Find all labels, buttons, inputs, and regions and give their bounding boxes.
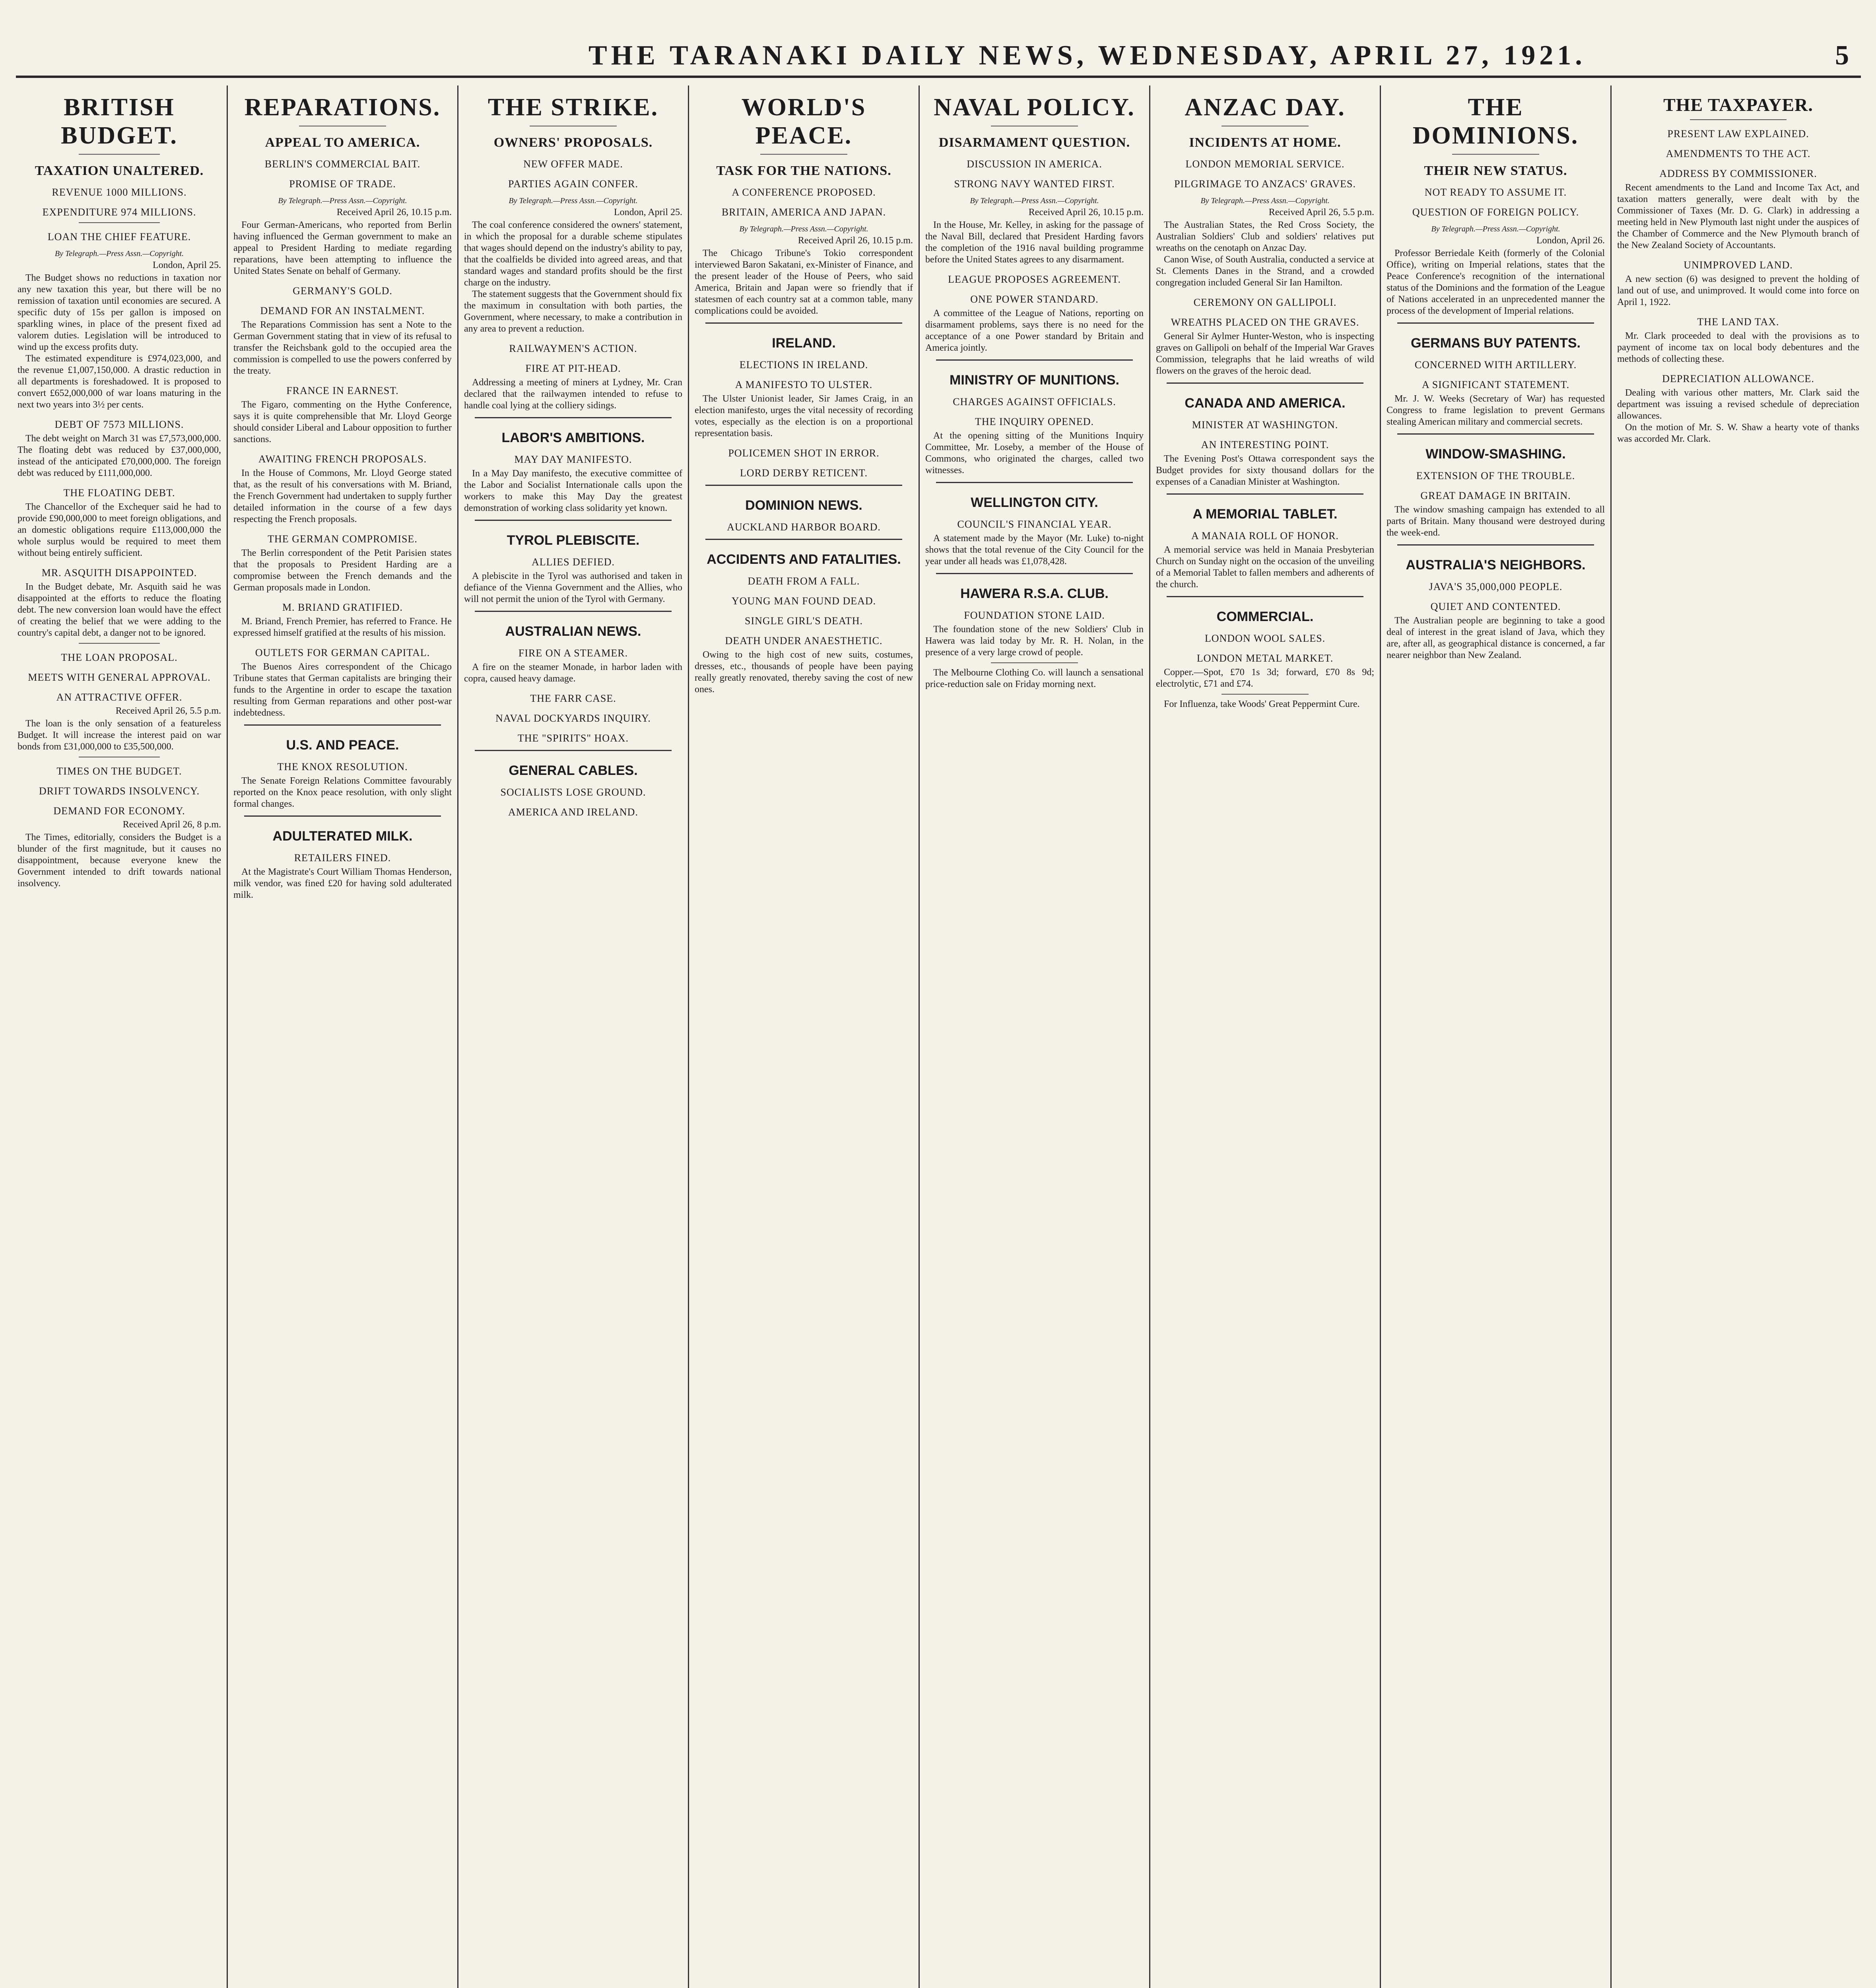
divider: [1397, 322, 1594, 324]
subheading: PRESENT LAW EXPLAINED.: [1667, 128, 1809, 140]
subheading: FRANCE IN EARNEST.: [286, 385, 399, 396]
divider: [1690, 119, 1787, 120]
subheading: OUTLETS FOR GERMAN CAPITAL.: [255, 647, 430, 658]
article-text: The Buenos Aires correspondent of the Chicago Tribune states that German capitalists are bringing their funds to the Argentine in order to escape the taxation resulting from German reparations and other post-war indebtedness.: [233, 662, 452, 718]
subheading: RETAILERS FINED.: [294, 852, 391, 864]
divider: [79, 222, 160, 223]
divider: [936, 359, 1132, 361]
article-headline: REPARATIONS.: [244, 94, 441, 121]
article-text: Four German-Americans, who reported from Berlin having influenced the German government to make an appeal to President Harding to mediate regarding reparations, have been attempting to influence the United States Senate on behalf of Germany.: [233, 220, 452, 276]
column-taxpayer: [1610, 85, 1865, 1988]
subheading: AMENDMENTS TO THE ACT.: [1666, 148, 1811, 159]
masthead: [16, 32, 1861, 78]
subheading: CONCERNED WITH ARTILLERY.: [1414, 359, 1577, 371]
subheading: THE KNOX RESOLUTION.: [277, 761, 408, 773]
subheading: FIRE AT PIT-HEAD.: [525, 363, 621, 374]
article-text: The Australian States, the Red Cross Society, the Australian Soldiers' Club and soldiers' relatives put wreaths on the cenotaph on Anzac Day.: [1156, 220, 1374, 253]
divider: [79, 643, 160, 644]
subheading: AWAITING FRENCH PROPOSALS.: [258, 453, 427, 465]
article-text: Addressing a meeting of miners at Lydney, Mr. Cran declared that the railwaymen intended to refuse to handle coal lying at the colliery sidings.: [464, 377, 682, 411]
article-text: The statement suggests that the Government should fix the maximum in consultation with both parties, the Government, where necessary, to make a contribution in any area to prevent a reduction.: [464, 289, 682, 334]
divider: [244, 724, 441, 726]
subheading: THE INQUIRY OPENED.: [975, 416, 1094, 427]
dateline: London, April 25.: [614, 207, 682, 217]
subheading: DISARMAMENT QUESTION.: [938, 135, 1130, 150]
article-text: General Sir Aylmer Hunter-Weston, who is inspecting graves on Gallipoli on behalf of the Imperial War Graves Commission, telegraphs that he laid wreaths of wild flowers on the graves of the heroic dead.: [1156, 331, 1374, 376]
subheading: ELECTIONS IN IRELAND.: [739, 359, 868, 371]
article-headline: NAVAL POLICY.: [934, 94, 1135, 121]
press-credit: By Telegraph.—Press Assn.—Copyright.: [54, 249, 184, 258]
subheading: NEW OFFER MADE.: [523, 158, 623, 170]
subheading: QUIET AND CONTENTED.: [1430, 601, 1561, 612]
subheading: A MANAIA ROLL OF HONOR.: [1191, 530, 1339, 542]
section-headline: WINDOW-SMASHING.: [1425, 447, 1566, 462]
subheading: JAVA'S 35,000,000 PEOPLE.: [1429, 581, 1563, 592]
subheading: BERLIN'S COMMERCIAL BAIT.: [264, 158, 421, 170]
subheading: MAY DAY MANIFESTO.: [514, 454, 632, 465]
article-text: The Evening Post's Ottawa correspondent says the Budget provides for sixty thousand dollars for the expenses of a Canadian Minister at Washington.: [1156, 454, 1374, 487]
article-text: The foundation stone of the new Soldiers' Club in Hawera was laid today by Mr. R. H. Nolan, in the presence of a very large crowd of people.: [925, 624, 1144, 658]
article-text: A new section (6) was designed to prevent the holding of land out of use, and unimproved. It would come into force on April 1, 1922.: [1617, 274, 1859, 307]
article-text: The coal conference considered the owners' statement, in which the proposal for a durable scheme stipulates that wages should depend on the industry's ability to pay, that the coalfields be divided into agreed areas, and that standard wages and standard profits should be the first charge on the industry.: [464, 220, 682, 288]
section-headline: TYROL PLEBISCITE.: [507, 533, 640, 548]
article-text: The Ulster Unionist leader, Sir James Craig, in an election manifesto, urges the vital necessity of recording votes, especially as the election is on a proportional representation basis.: [695, 394, 913, 439]
dateline: London, April 25.: [153, 260, 221, 270]
article-text: The Times, editorially, considers the Budget is a blunder of the first magnitude, but it causes no disappointment, because everyone knew the Government intended to drift towards national insolvency.: [17, 832, 221, 889]
section-headline: A MEMORIAL TABLET.: [1192, 507, 1338, 522]
section-headline: HAWERA R.S.A. CLUB.: [960, 586, 1109, 601]
article-text: The Chicago Tribune's Tokio correspondent interviewed Baron Sakatani, ex-Minister of Finance, and the present leader of the House of Peers, who said America, Britain and Japan were so friendly that if statesmen of each country sat at a common table, many complications could be avoided.: [695, 248, 913, 316]
divider: [1167, 382, 1363, 384]
article-text: The Budget shows no reductions in taxation nor any new taxation this year, but there will be no remission of taxation until economies are secured. A specific duty of 15s per gallon is imposed on sparkling wines, in place of the present fixed ad valorem duties. Legislation will be introduced to wind up the excess profits duty.: [17, 273, 221, 352]
section-headline: WELLINGTON CITY.: [971, 495, 1098, 510]
article-text: Dealing with various other matters, Mr. Clark said the department was issuing a revised schedule of depreciation allowances.: [1617, 388, 1859, 421]
article-text: A fire on the steamer Monade, in harbor laden with copra, caused heavy damage.: [464, 662, 682, 684]
subheading: LONDON WOOL SALES.: [1204, 633, 1326, 644]
article-text: The estimated expenditure is £974,023,000, and the revenue £1,007,150,000. A drastic reduction in all departments is foreshadowed. It is proposed to convert £652,000,000 of war loans maturing in the next two years into 3½ per cents.: [17, 353, 221, 410]
page-number: 5: [1835, 40, 1853, 71]
subheading: LORD DERBY RETICENT.: [740, 467, 868, 479]
subheading: CEREMONY ON GALLIPOLI.: [1193, 297, 1337, 308]
dateline: Received April 26, 8 p.m.: [122, 819, 221, 830]
article-text: A committee of the League of Nations, reporting on disarmament problems, says there is no need for the acceptance of a one Power standard by Britain and America jointly.: [925, 308, 1144, 353]
subheading: MINISTER AT WASHINGTON.: [1192, 419, 1338, 431]
divider: [1167, 596, 1363, 597]
divider: [705, 485, 902, 486]
article-text: In a May Day manifesto, the executive committee of the Labor and Socialist Internationale calls upon the workers to make this May Day the greatest demonstration of working class solidarity yet known.: [464, 468, 682, 513]
subheading: AN INTERESTING POINT.: [1201, 439, 1329, 450]
article-text: Recent amendments to the Land and Income Tax Act, and taxation matters generally, were dealt with by the Commissioner of Taxes (Mr. D. G. Clark) in addressing a meeting held in New Plymouth last night under the auspices of the Chamber of Commerce and the New Plymouth branch of the New Zealand Society of Accountants.: [1617, 182, 1859, 250]
article-headline: THE DOMINIONS.: [1412, 94, 1579, 149]
article-headline: ANZAC DAY.: [1185, 94, 1346, 121]
article-text: The Reparations Commission has sent a Note to the German Government stating that in view of its refusal to transfer the Reichsbank gold to the occupied area the commission is compelled to use the powers conferred by the treaty.: [233, 320, 452, 376]
subheading: SINGLE GIRL'S DEATH.: [745, 615, 863, 627]
subheading: GREAT DAMAGE IN BRITAIN.: [1420, 490, 1571, 501]
article-text: The window smashing campaign has extended to all parts of Britain. Many thousand were destroyed during the week-end.: [1387, 505, 1605, 538]
subheading: LONDON METAL MARKET.: [1196, 652, 1334, 664]
divider: [475, 611, 671, 612]
divider: [1167, 493, 1363, 495]
section-headline: MINISTRY OF MUNITIONS.: [950, 373, 1119, 388]
divider: [244, 815, 441, 817]
subheading: TIMES ON THE BUDGET.: [56, 765, 182, 777]
article-text: Mr. Clark proceeded to deal with the provisions as to payment of income tax on local body debentures and the methods of collecting these.: [1617, 331, 1859, 364]
subheading: DEMAND FOR AN INSTALMENT.: [260, 305, 425, 316]
subheading: EXPENDITURE 974 MILLIONS.: [42, 206, 196, 218]
subheading: PARTIES AGAIN CONFER.: [508, 178, 638, 190]
subheading: A CONFERENCE PROPOSED.: [732, 186, 876, 198]
dateline: Received April 26, 5.5 p.m.: [1268, 207, 1374, 217]
subheading: PROMISE OF TRADE.: [289, 178, 396, 190]
subheading: QUESTION OF FOREIGN POLICY.: [1412, 206, 1579, 218]
subheading: TASK FOR THE NATIONS.: [716, 163, 891, 178]
subheading: APPEAL TO AMERICA.: [265, 135, 420, 150]
subheading: STRONG NAVY WANTED FIRST.: [954, 178, 1115, 190]
subheading: EXTENSION OF THE TROUBLE.: [1416, 470, 1575, 481]
subheading: INCIDENTS AT HOME.: [1189, 135, 1341, 150]
dateline: Received April 26, 5.5 p.m.: [115, 706, 221, 716]
article-text: In the House, Mr. Kelley, in asking for the passage of the Naval Bill, declared that President Harding favors the completion of the 1916 naval building programme before the United States agrees to any disarmament.: [925, 220, 1144, 265]
article-text: Owing to the high cost of new suits, costumes, dresses, etc., thousands of people have been paying really greatly renovated, thereby saving the cost of new ones.: [695, 650, 913, 695]
article-text: Canon Wise, of South Australia, conducted a service at St. Clements Danes in the Strand, and a crowded congregation included General Sir Ian Hamilton.: [1156, 254, 1374, 288]
subheading: RAILWAYMEN'S ACTION.: [509, 343, 637, 354]
press-credit: By Telegraph.—Press Assn.—Copyright.: [970, 196, 1099, 205]
divider: [1397, 433, 1594, 435]
subheading: THE LOAN PROPOSAL.: [61, 652, 178, 663]
divider: [760, 154, 848, 155]
section-headline: COMMERCIAL.: [1216, 609, 1314, 624]
advertisement-text: The Melbourne Clothing Co. will launch a sensational price-reduction sale on Friday morning next.: [925, 668, 1144, 689]
article-text: Mr. J. W. Weeks (Secretary of War) has requested Congress to frame legislation to prevent Germans stealing American military and commercial secrets.: [1387, 394, 1605, 427]
subheading: WREATHS PLACED ON THE GRAVES.: [1171, 316, 1359, 328]
article-text: The Berlin correspondent of the Petit Parisien states that the proposals to President Harding are a compromise between the French demands and the German proposals made in London.: [233, 548, 452, 593]
divider: [475, 417, 671, 418]
subheading: PILGRIMAGE TO ANZACS' GRAVES.: [1174, 178, 1356, 190]
divider: [1452, 154, 1540, 155]
section-headline: GERMANS BUY PATENTS.: [1411, 336, 1581, 351]
subheading: THE "SPIRITS" HOAX.: [517, 732, 629, 744]
column-naval-policy: [919, 85, 1149, 1988]
column-worlds-peace: [688, 85, 919, 1988]
article-text: In the Budget debate, Mr. Asquith said he was disappointed at the efforts to reduce the floating debt. The new conversion loan would have the effect of creating the belief that we were adding to the country's capital debt, a danger not to be ignored.: [17, 582, 221, 638]
section-headline: DOMINION NEWS.: [745, 498, 862, 513]
subheading: COUNCIL'S FINANCIAL YEAR.: [957, 518, 1112, 530]
subheading: REVENUE 1000 MILLIONS.: [52, 186, 187, 198]
column-strike: [457, 85, 688, 1988]
article-text: In the House of Commons, Mr. Lloyd George stated that, as the result of his conversations with M. Briand, the French Government had undertaken to supply further detailed information in the course of a few days respecting the French proposals.: [233, 468, 452, 524]
subheading: BRITAIN, AMERICA AND JAPAN.: [721, 206, 886, 218]
divider: [1222, 694, 1309, 695]
column-reparations: [227, 85, 457, 1988]
subheading: AUCKLAND HARBOR BOARD.: [727, 521, 881, 533]
subheading: DEATH UNDER ANAESTHETIC.: [725, 635, 883, 646]
divider: [705, 322, 902, 324]
subheading: TAXATION UNALTERED.: [35, 163, 204, 178]
article-text: At the Magistrate's Court William Thomas Henderson, milk vendor, was fined £20 for having sold adulterated milk.: [233, 867, 452, 900]
article-text: The Chancellor of the Exchequer said he had to provide £90,000,000 to meet foreign obligations, and an domestic obligations require £113,000,000 the whole surplus would be required to meet them without being entirely sufficient.: [17, 502, 221, 558]
column-british-budget: [12, 85, 227, 1988]
subheading: DEMAND FOR ECONOMY.: [53, 805, 185, 817]
subheading: ONE POWER STANDARD.: [970, 293, 1099, 305]
subheading: DRIFT TOWARDS INSOLVENCY.: [39, 785, 200, 797]
article-text: A memorial service was held in Manaia Presbyterian Church on Sunday night on the occasion of the unveiling of a Memorial Tablet to fallen members and adherents of the church.: [1156, 545, 1374, 590]
press-credit: By Telegraph.—Press Assn.—Copyright.: [1431, 225, 1560, 233]
subheading: MEETS WITH GENERAL APPROVAL.: [28, 672, 211, 683]
subheading: THE GERMAN COMPROMISE.: [268, 533, 418, 545]
divider: [936, 573, 1132, 574]
subheading: DISCUSSION IN AMERICA.: [967, 158, 1102, 170]
subheading: SOCIALISTS LOSE GROUND.: [500, 786, 646, 798]
divider: [705, 539, 902, 540]
press-credit: By Telegraph.—Press Assn.—Copyright.: [739, 225, 868, 233]
divider: [991, 662, 1078, 663]
subheading: MR. ASQUITH DISAPPOINTED.: [41, 567, 197, 579]
subheading: THEIR NEW STATUS.: [1424, 163, 1567, 178]
article-text: The loan is the only sensation of a featureless Budget. It will increase the interest paid on war bonds from £31,000,000 to £35,500,000.: [17, 718, 221, 752]
subheading: THE FLOATING DEBT.: [63, 487, 175, 499]
masthead-title: THE TARANAKI DAILY NEWS, WEDNESDAY, APRIL 27, 1921.: [588, 40, 1586, 71]
subheading: NOT READY TO ASSUME IT.: [1424, 186, 1567, 198]
column-anzac-day: [1149, 85, 1380, 1988]
subheading: THE FARR CASE.: [530, 693, 616, 704]
article-headline: BRITISH BUDGET.: [61, 94, 178, 149]
dateline: Received April 26, 10.15 p.m.: [336, 207, 452, 217]
subheading: DEATH FROM A FALL.: [748, 575, 860, 587]
subheading: POLICEMEN SHOT IN ERROR.: [728, 447, 880, 459]
subheading: LOAN THE CHIEF FEATURE.: [47, 231, 191, 243]
subheading: LEAGUE PROPOSES AGREEMENT.: [948, 274, 1121, 285]
subheading: ADDRESS BY COMMISSIONER.: [1659, 168, 1817, 179]
dateline: London, April 26.: [1536, 235, 1605, 246]
divider: [936, 482, 1132, 483]
article-text: A plebiscite in the Tyrol was authorised and taken in defiance of the Vienna Government and the Allies, who will not permit the union of the Tyrol with Germany.: [464, 571, 682, 604]
subheading: OWNERS' PROPOSALS.: [493, 135, 653, 150]
column-dominions: [1380, 85, 1610, 1988]
subheading: THE LAND TAX.: [1697, 316, 1779, 328]
article-text: At the opening sitting of the Munitions Inquiry Committee, Mr. Loseby, a member of the House of Commons, who originated the charges, called two witnesses.: [925, 431, 1144, 476]
article-text: The Senate Foreign Relations Committee favourably reported on the Knox peace resolution, with only slight formal changes.: [233, 776, 452, 809]
press-credit: By Telegraph.—Press Assn.—Copyright.: [1200, 196, 1330, 205]
advertisement-text: For Influenza, take Woods' Great Peppermint Cure.: [1164, 699, 1360, 709]
subheading: A SIGNIFICANT STATEMENT.: [1422, 379, 1570, 390]
divider: [475, 750, 671, 751]
subheading: A MANIFESTO TO ULSTER.: [735, 379, 873, 390]
article-text: Copper.—Spot, £70 1s 3d; forward, £70 8s 9d; electrolytic, £71 and £74.: [1156, 667, 1374, 689]
section-headline: IRELAND.: [772, 336, 836, 351]
subheading: NAVAL DOCKYARDS INQUIRY.: [495, 712, 651, 724]
press-credit: By Telegraph.—Press Assn.—Copyright.: [278, 196, 407, 205]
article-headline: THE TAXPAYER.: [1663, 95, 1813, 115]
subheading: M. BRIAND GRATIFIED.: [282, 602, 403, 613]
article-headline: THE STRIKE.: [487, 94, 659, 121]
section-headline: U.S. AND PEACE.: [286, 738, 399, 753]
subheading: GERMANY'S GOLD.: [293, 285, 392, 297]
section-headline: AUSTRALIAN NEWS.: [505, 624, 641, 639]
subheading: YOUNG MAN FOUND DEAD.: [731, 595, 876, 607]
dateline: Received April 26, 10.15 p.m.: [1028, 207, 1144, 217]
article-text: The debt weight on March 31 was £7,573,000,000. The floating debt was reduced by £37,000,000, instead of the anticipated £70,000,000. The foreign debt was reduced by £111,000,000.: [17, 433, 221, 478]
subheading: DEPRECIATION ALLOWANCE.: [1662, 373, 1814, 384]
article-text: The Australian people are beginning to take a good deal of interest in the great island of Java, which they are, after all, as geographical distance is concerned, a far nearer neighbor than New Zealand.: [1387, 615, 1605, 660]
article-headline: WORLD'S PEACE.: [741, 94, 866, 149]
article-text: The Figaro, commenting on the Hythe Conference, says it is quite comprehensible that Mr. Lloyd George should consider Liberal and Labour opposition to further sanctions.: [233, 400, 452, 445]
subheading: AN ATTRACTIVE OFFER.: [56, 691, 183, 703]
section-headline: ACCIDENTS AND FATALITIES.: [707, 552, 901, 567]
divider: [475, 520, 671, 521]
divider: [79, 154, 160, 155]
subheading: ALLIES DEFIED.: [532, 556, 615, 568]
section-headline: CANADA AND AMERICA.: [1185, 396, 1346, 411]
section-headline: ADULTERATED MILK.: [272, 829, 413, 844]
article-text: Professor Berriedale Keith (formerly of the Colonial Office), writing on Imperial relations, states that the Peace Conference's recognition of the international status of the Dominions and the formation of the League of Nations accelerated in an unprecedented manner the process of the development of Imperial relations.: [1387, 248, 1605, 316]
press-credit: By Telegraph.—Press Assn.—Copyright.: [509, 196, 638, 205]
subheading: DEBT OF 7573 MILLIONS.: [54, 419, 184, 430]
columns: [12, 85, 1865, 1988]
dateline: Received April 26, 10.15 p.m.: [798, 235, 913, 246]
subheading: LONDON MEMORIAL SERVICE.: [1185, 158, 1345, 170]
subheading: UNIMPROVED LAND.: [1684, 259, 1793, 271]
section-headline: LABOR'S AMBITIONS.: [501, 430, 645, 445]
subheading: AMERICA AND IRELAND.: [508, 806, 638, 818]
section-headline: GENERAL CABLES.: [509, 763, 638, 778]
subheading: FOUNDATION STONE LAID.: [964, 610, 1105, 621]
subheading: FIRE ON A STEAMER.: [518, 647, 628, 659]
subheading: CHARGES AGAINST OFFICIALS.: [953, 396, 1116, 408]
article-text: On the motion of Mr. S. W. Shaw a hearty vote of thanks was accorded Mr. Clark.: [1617, 422, 1859, 444]
article-text: A statement made by the Mayor (Mr. Luke) to-night shows that the total revenue of the City Council for the year under all heads was £1,078,428.: [925, 533, 1144, 567]
article-text: M. Briand, French Premier, has referred to France. He expressed himself gratified at the results of his mission.: [233, 616, 452, 638]
section-headline: AUSTRALIA'S NEIGHBORS.: [1406, 557, 1586, 573]
divider: [1397, 544, 1594, 546]
